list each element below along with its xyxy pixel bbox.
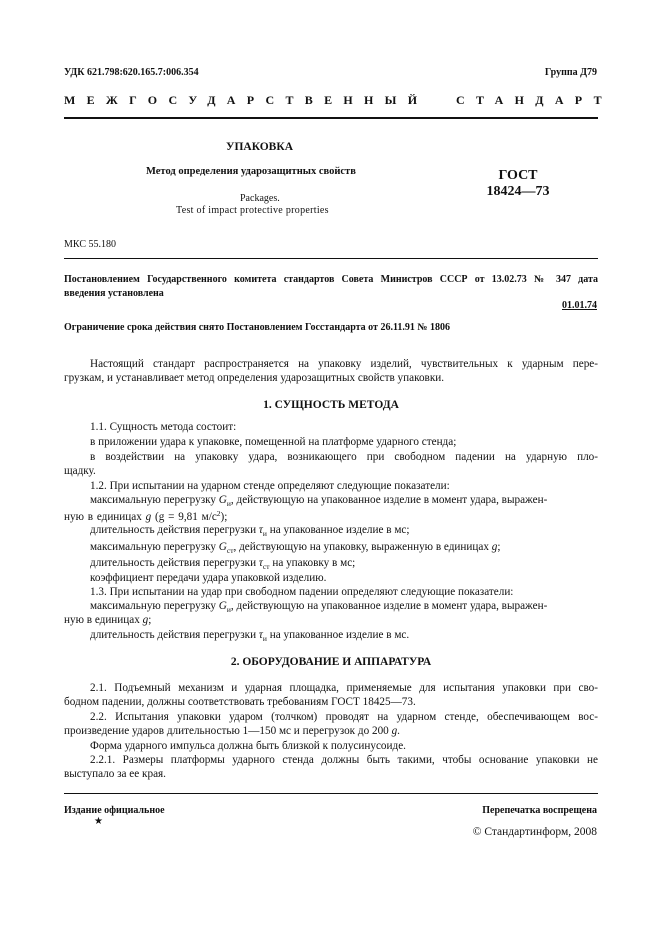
gost-number: 18424—73 <box>486 184 550 199</box>
section-1-heading: 1. СУЩНОСТЬ МЕТОДА <box>263 399 399 411</box>
para-1-1: 1.1. Сущность метода состоит: <box>90 421 237 433</box>
mks-code: МКС 55.180 <box>64 239 116 250</box>
para-1-3: 1.3. При испытании на удар при свободном падении определяют следующие показатели: <box>90 586 514 598</box>
intro-line-2: грузкам, и устанавливает метод определения ударозащитных свойств упаковки. <box>64 372 445 384</box>
para-2-2-cont: произведение ударов длительностью 1—150 мс и перегрузок до 200 g. <box>64 725 400 737</box>
para-1-1-item-2: в воздействии на упаковку удара, возникающего при свободном падении на ударную пло- <box>90 451 598 463</box>
para-2-2-1: 2.2.1. Размеры платформы ударного стенда должны быть такими, чтобы основание упаковки не <box>90 754 598 766</box>
para-1-1-item-1: в приложении удара к упаковке, помещенной на платформе ударного стенда; <box>90 436 457 448</box>
doc-subtitle: Метод определения ударозащитных свойств <box>146 166 356 177</box>
intro-line-1: Настоящий стандарт распространяется на упаковку изделий, чувствительных к ударным пере- <box>90 358 598 370</box>
introduction-date: 01.01.74 <box>562 300 597 311</box>
mks-rule <box>64 258 598 259</box>
english-title-1: Packages. <box>240 193 280 204</box>
para-2-1: 2.1. Подъемный механизм и ударная площадка, применяемые для испытания упаковки при сво- <box>90 682 598 694</box>
gost-label: ГОСТ <box>498 168 538 183</box>
header-rule <box>64 117 598 119</box>
official-edition: Издание официальное <box>64 805 165 816</box>
para-1-2: 1.2. При испытании на ударном стенде определяют следующие показатели: <box>90 480 450 492</box>
decree-line-2: введения установлена <box>64 288 164 299</box>
para-1-2-item-1: максимальную перегрузку $G_и$, действующую на упакованное изделие в момент удара, выражен- <box>90 494 548 508</box>
g-unit-formula: g <box>145 511 152 523</box>
para-1-2-item-1-cont: ную в единицах g (g = 9,81 $м/с^2$); <box>64 509 228 523</box>
para-1-2-item-3: максимальную перегрузку $G_{ст}$, действующую на упаковку, выраженную в единицах g; <box>90 541 501 555</box>
para-2-1-cont: бодном падении, должны соответствовать требованиям ГОСТ 18425—73. <box>64 696 416 708</box>
para-1-3-item-2: длительность действия перегрузки $\tau_и$ на упакованное изделие в мс. <box>90 629 410 643</box>
para-1-2-item-4: длительность действия перегрузки $\tau_{ст}$ на упаковку в мс; <box>90 557 356 571</box>
copyright: © Стандартинформ, 2008 <box>472 826 597 838</box>
para-1-3-item-1: максимальную перегрузку $G_и$, действующую на упакованное изделие в момент удара, выражен- <box>90 600 548 614</box>
english-title-2: Test of impact protective properties <box>176 205 329 216</box>
group-code: Группа Д79 <box>544 67 597 78</box>
symbol-g-i: $G_и$ <box>218 494 231 508</box>
para-2-2-1-cont: выступало за ее края. <box>64 768 166 780</box>
section-2-heading: 2. ОБОРУДОВАНИЕ И АППАРАТУРА <box>230 656 432 668</box>
para-1-2-item-5: коэффициент передачи удара упаковкой изделию. <box>90 572 327 584</box>
limit-note: Ограничение срока действия снято Постановлением Госстандарта от 26.11.91 № 1806 <box>64 322 450 333</box>
para-1-2-item-2: длительность действия перегрузки $\tau_и$ на упакованное изделие в мс; <box>90 524 410 538</box>
para-1-3-item-1-cont: ную в единицах g; <box>64 614 152 626</box>
reprint-notice: Перепечатка воспрещена <box>482 805 597 816</box>
banner-right: СТАНДАРТ <box>456 93 613 107</box>
footer-rule <box>64 793 598 794</box>
udk-code: УДК 621.798:620.165.7:006.354 <box>64 67 199 78</box>
para-1-1-item-2-cont: щадку. <box>64 465 96 477</box>
para-2-2: 2.2. Испытания упаковки ударом (толчком) проводят на ударном стенде, обеспечивающем вос- <box>90 711 598 723</box>
para-2-2-form: Форма ударного импульса должна быть близкой к полусинусоиде. <box>90 740 406 752</box>
decree-line-1: Постановлением Государственного комитета стандартов Совета Министров СССР от 13.02.73 № 347 дата <box>64 274 598 285</box>
doc-title: УПАКОВКА <box>226 141 294 153</box>
banner-left: МЕЖГОСУДАРСТВЕННЫЙ <box>64 93 429 107</box>
star-icon: ★ <box>94 816 103 827</box>
